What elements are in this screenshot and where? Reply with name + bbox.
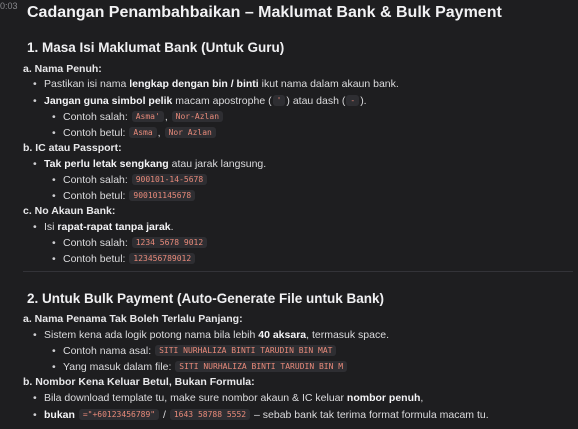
s1-a-wrong-example: • Contoh salah: Asma' , Nor-Azlan: [63, 110, 224, 124]
s2-a-original-example: • Contoh nama asal: SITI NURHALIZA BINTI TARUDIN BIN MAT: [63, 344, 337, 358]
s2-b-bullet-1: • Bila download template tu, make sure nombor akaun & IC keluar nombor penuh,: [44, 391, 423, 405]
s1-a-bullet-2: • Jangan guna simbol pelik macam apostrophe ( ' ) atau dash ( - ).: [44, 94, 367, 108]
s1-b-wrong-example: • Contoh salah: 900101-14-5678: [63, 173, 208, 187]
s1-c-bullet-1: • Isi rapat-rapat tanpa jarak.: [44, 220, 174, 234]
s1-a-right-example: • Contoh betul: Asma , Nor Azlan: [63, 126, 217, 140]
timestamp: 0:03: [0, 1, 18, 11]
s2-a-bullet-1: • Sistem kena ada logik potong nama bila lebih 40 aksara, termasuk space.: [44, 328, 389, 342]
s2-a-file-example: • Yang masuk dalam file: SITI NURHALIZA BINTI TARUDIN BIN M: [63, 360, 348, 374]
s1-b-right-example: • Contoh betul: 900101145678: [63, 189, 196, 203]
page-title: Cadangan Penambahbaikan – Maklumat Bank & Bulk Payment: [27, 4, 502, 21]
s2-b-label: b. Nombor Kena Keluar Betul, Bukan Formula:: [23, 376, 255, 388]
section-divider: [23, 271, 573, 272]
section-1-heading: 1. Masa Isi Maklumat Bank (Untuk Guru): [27, 40, 285, 55]
s1-b-label: b. IC atau Passport:: [23, 142, 122, 154]
s1-c-right-example: • Contoh betul: 123456789012: [63, 252, 196, 266]
s1-c-label: c. No Akaun Bank:: [23, 205, 116, 217]
s1-c-wrong-example: • Contoh salah: 1234 5678 9012: [63, 236, 208, 250]
s1-a-bullet-1: • Pastikan isi nama lengkap dengan bin / binti ikut nama dalam akaun bank.: [44, 77, 399, 91]
s1-b-bullet-1: • Tak perlu letak sengkang atau jarak langsung.: [44, 157, 266, 171]
s2-b-bullet-2: • bukan ="+60123456789" / 1643 58788 5552 – sebab bank tak terima format formula macam tu.: [44, 408, 489, 422]
s1-a-label: a. Nama Penuh:: [23, 63, 102, 75]
s2-a-label: a. Nama Penama Tak Boleh Terlalu Panjang:: [23, 313, 243, 325]
section-2-heading: 2. Untuk Bulk Payment (Auto-Generate File untuk Bank): [27, 291, 385, 306]
